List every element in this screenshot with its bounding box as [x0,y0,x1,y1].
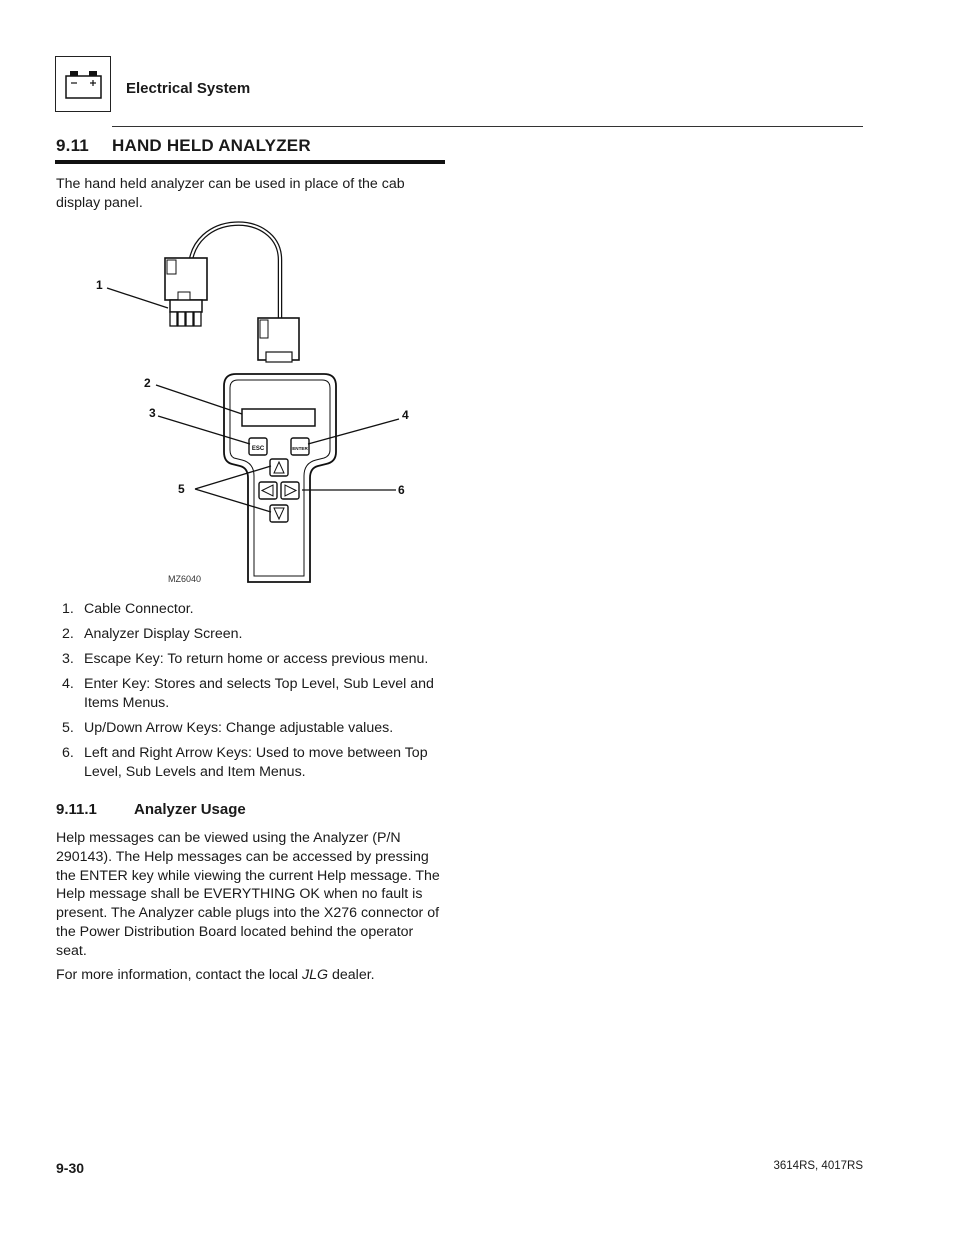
callout-3: 3 [149,406,156,420]
list-item: 6. Left and Right Arrow Keys: Used to move between Top Level, Sub Levels and Item Menus. [62,744,428,780]
header-divider [112,126,863,127]
header-icon-box [55,56,111,112]
escape-key-label: ESC [251,446,265,452]
down-arrow-key [270,505,288,522]
callout-4: 4 [402,408,409,422]
info-paragraph: For more information, contact the local JLG dealer. [56,967,375,983]
list-item: 2. Analyzer Display Screen. [62,625,243,642]
subsection-title: Analyzer Usage [134,801,246,818]
callout-2: 2 [144,376,151,390]
up-arrow-key [270,459,288,476]
model-numbers: 3614RS, 4017RS [773,1160,863,1172]
analyzer-plug [258,318,299,362]
battery-icon [56,57,109,110]
section-heading [56,136,311,156]
analyzer-figure [90,220,430,590]
callout-5: 5 [178,482,185,496]
figure-legend [56,600,448,788]
subsection-number: 9.11.1 [56,801,97,818]
analyzer-display-screen [242,409,315,426]
list-item: 4. Enter Key: Stores and selects Top Level, Sub Level and Items Menus. [62,675,434,711]
subsection-heading [56,801,246,818]
page-number: 9-30 [56,1160,85,1176]
analyzer-body [224,374,336,582]
section-heading-rule [55,160,445,164]
callout-6: 6 [398,483,405,497]
header-title: Electrical System [126,80,251,97]
callout-1: 1 [96,278,103,292]
list-item: 3. Escape Key: To return home or access previous menu. [62,650,429,667]
section-title: HAND HELD ANALYZER [112,136,311,155]
right-arrow-key [281,482,299,499]
list-item: 1. Cable Connector. [62,601,194,617]
section-intro: The hand held analyzer can be used in place of the cab display panel. [56,176,405,211]
list-item: 5. Up/Down Arrow Keys: Change adjustable values. [62,719,394,736]
figure-id: MZ6040 [168,574,202,584]
cable-connector [165,258,207,326]
usage-paragraph: Help messages can be viewed using the Analyzer (P/N 290143). The Help messages can be accessed by pressing the ENTER key while viewing the current Help message. The Help message shall be EVERYTHING OK when no fault is present. The Analyzer cable plugs into the X276 connector of the Power Distribution Board located behind the operator seat. [56,830,440,959]
brand-name: JLG [302,967,329,983]
section-number: 9.11 [56,136,89,155]
left-arrow-key [259,482,277,499]
enter-key-label: ENTER [292,446,308,451]
